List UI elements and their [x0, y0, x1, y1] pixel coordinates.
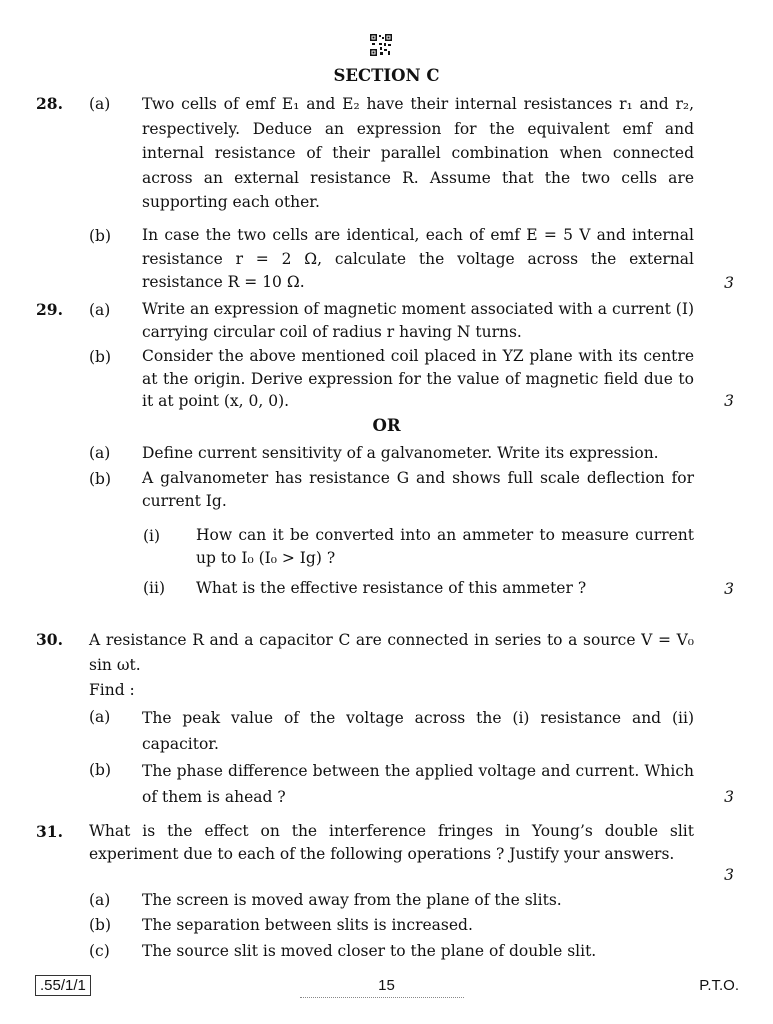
q30-intro: A resistance R and a capacitor C are connected in series to a source V = V₀ sin ωt. — [89, 631, 694, 674]
q29-a-text: Write an expression of magnetic moment associated with a current (I) carrying circular coil of radius r having N turns. — [142, 300, 694, 341]
q29-alt-b-text: A galvanometer has resistance G and shows full scale deflection for current Ig. — [142, 469, 694, 510]
q30-a-label: (a) — [89, 708, 111, 726]
q31-marks: 3 — [724, 866, 734, 884]
q29-b-label: (b) — [89, 348, 112, 366]
q31-b-label: (b) — [89, 916, 112, 934]
question-number-31: 31. — [36, 822, 63, 841]
page-number: 15 — [378, 977, 395, 994]
pto-label: P.T.O. — [699, 977, 739, 994]
q29-alt-b-i-label: (i) — [143, 527, 161, 545]
q29-alt-b-label: (b) — [89, 470, 112, 488]
q28-marks: 3 — [724, 274, 734, 292]
q29-alt-marks: 3 — [724, 580, 734, 598]
q30-find: Find : — [89, 681, 135, 699]
q31-b-text: The separation between slits is increased. — [142, 916, 473, 934]
q28-b-text: In case the two cells are identical, each of emf E = 5 V and internal resistance r = 2 Ω, calculate the voltage across the external resistance R = 10 Ω. — [142, 226, 694, 291]
q29-b-text: Consider the above mentioned coil placed in YZ plane with its centre at the origin. Derive expression for the value of magnetic field due to it at point (x, 0, 0). — [142, 347, 694, 410]
q30-marks: 3 — [724, 788, 734, 806]
section-title: SECTION C — [333, 66, 440, 85]
q28-b-label: (b) — [89, 227, 112, 245]
q29-alt-b-ii-label: (ii) — [143, 579, 166, 597]
q31-c-label: (c) — [89, 942, 110, 960]
q31-a-text: The screen is moved away from the plane of the slits. — [142, 891, 562, 909]
q29-alt-b-i-text: How can it be converted into an ammeter to measure current up to I₀ (I₀ > Ig) ? — [196, 526, 694, 567]
paper-code: .55/1/1 — [35, 975, 91, 996]
q30-b-text: The phase difference between the applied voltage and current. Which of them is ahead ? — [142, 762, 694, 806]
q29-alt-a-text: Define current sensitivity of a galvanometer. Write its expression. — [142, 444, 659, 462]
question-number-29: 29. — [36, 300, 63, 319]
q30-a-text: The peak value of the voltage across the (i) resistance and (ii) capacitor. — [142, 709, 694, 753]
q29-marks: 3 — [724, 392, 734, 410]
q29-alt-a-label: (a) — [89, 444, 111, 462]
q28-a-text: Two cells of emf E₁ and E₂ have their internal resistances r₁ and r₂, respectively. Deduce an expression for the equivalent emf and internal resistance of their parallel combination when connected across an external resistance R. Assume that the two cells are supporting each other. — [142, 95, 694, 211]
q30-b-label: (b) — [89, 761, 112, 779]
or-divider: OR — [372, 416, 401, 435]
q31-intro: What is the effect on the interference fringes in Young’s double slit experiment due to each of the following operations ? Justify your answers. — [89, 822, 694, 863]
footer-divider — [300, 997, 464, 998]
q29-alt-b-ii-text: What is the effective resistance of this ammeter ? — [196, 579, 587, 597]
q31-c-text: The source slit is moved closer to the plane of double slit. — [142, 942, 597, 960]
q29-a-label: (a) — [89, 301, 111, 319]
question-number-28: 28. — [36, 94, 63, 113]
q31-a-label: (a) — [89, 891, 111, 909]
qr-code-icon — [370, 34, 392, 56]
q28-a-label: (a) — [89, 95, 111, 113]
question-number-30: 30. — [36, 630, 63, 649]
